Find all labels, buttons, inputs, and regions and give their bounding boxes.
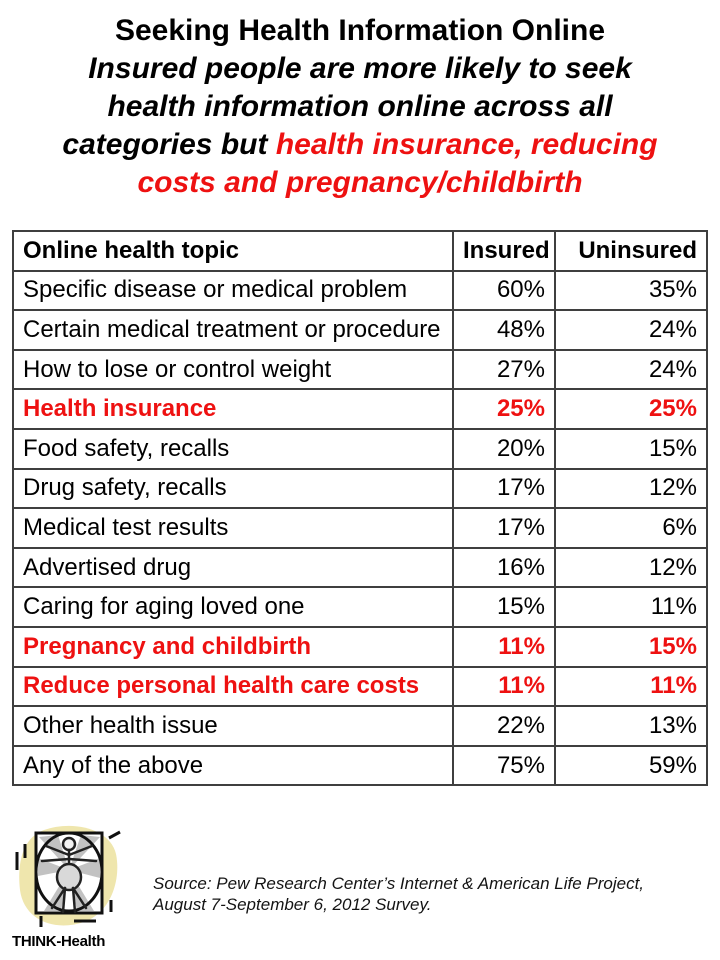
table-row — [13, 706, 707, 746]
table-row — [13, 508, 707, 548]
uninsured-cell: 6% — [555, 508, 707, 548]
topic-cell: Caring for aging loved one — [13, 587, 453, 627]
uninsured-cell: 12% — [555, 548, 707, 588]
topic-cell: Other health issue — [13, 706, 453, 746]
uninsured-cell: 11% — [555, 667, 707, 707]
col-header-topic: Online health topic — [13, 231, 453, 271]
insured-cell: 22% — [453, 706, 555, 746]
source-line-1: Source: Pew Research Center’s Internet & American Life Project, — [153, 874, 645, 893]
table-row — [13, 469, 707, 509]
vitruvian-man-icon — [10, 824, 132, 930]
topic-cell: Food safety, recalls — [13, 429, 453, 469]
subtitle-line-4: costs and pregnancy/childbirth — [137, 166, 583, 199]
think-health-logo — [10, 824, 138, 950]
col-header-insured: Insured — [453, 231, 555, 271]
source-text — [153, 873, 644, 915]
topic-cell: Medical test results — [13, 508, 453, 548]
table-header-row — [13, 231, 707, 271]
insured-cell: 15% — [453, 587, 555, 627]
insured-cell: 16% — [453, 548, 555, 588]
insured-cell: 75% — [453, 746, 555, 786]
uninsured-cell: 24% — [555, 310, 707, 350]
table-row — [13, 389, 707, 429]
page-subtitle — [0, 50, 720, 202]
insured-cell: 25% — [453, 389, 555, 429]
subtitle-line-1: Insured people are more likely to seek — [88, 52, 632, 85]
insured-cell: 17% — [453, 508, 555, 548]
uninsured-cell: 59% — [555, 746, 707, 786]
topic-cell: Drug safety, recalls — [13, 469, 453, 509]
title-block — [0, 12, 720, 202]
topic-cell: Advertised drug — [13, 548, 453, 588]
insured-cell: 60% — [453, 271, 555, 311]
uninsured-cell: 12% — [555, 469, 707, 509]
table-row — [13, 271, 707, 311]
health-topics-table — [12, 230, 708, 786]
uninsured-cell: 35% — [555, 271, 707, 311]
insured-cell: 27% — [453, 350, 555, 390]
logo-label: THINK-Health — [12, 933, 106, 950]
table-row — [13, 627, 707, 667]
insured-cell: 48% — [453, 310, 555, 350]
topic-cell: Specific disease or medical problem — [13, 271, 453, 311]
source-line-2: August 7-September 6, 2012 Survey. — [153, 895, 432, 914]
uninsured-cell: 25% — [555, 389, 707, 429]
uninsured-cell: 15% — [555, 429, 707, 469]
topic-cell: Any of the above — [13, 746, 453, 786]
uninsured-cell: 13% — [555, 706, 707, 746]
uninsured-cell: 15% — [555, 627, 707, 667]
subtitle-line-3 — [0, 126, 720, 164]
subtitle-line-3-black: categories but — [62, 128, 276, 161]
table-row — [13, 429, 707, 469]
subtitle-line-3-red: health insurance, reducing — [275, 128, 658, 161]
subtitle-line-2: health information online across all — [107, 90, 613, 123]
table-row — [13, 310, 707, 350]
insured-cell: 20% — [453, 429, 555, 469]
insured-cell: 11% — [453, 627, 555, 667]
topic-cell: Pregnancy and childbirth — [13, 627, 453, 667]
page-title: Seeking Health Information Online — [114, 14, 606, 47]
table-row — [13, 350, 707, 390]
insured-cell: 11% — [453, 667, 555, 707]
insured-cell: 17% — [453, 469, 555, 509]
table-row — [13, 667, 707, 707]
topic-cell: Certain medical treatment or procedure — [13, 310, 453, 350]
topic-cell: Health insurance — [13, 389, 453, 429]
topic-cell: How to lose or control weight — [13, 350, 453, 390]
table-row — [13, 587, 707, 627]
table-row — [13, 746, 707, 786]
uninsured-cell: 24% — [555, 350, 707, 390]
table-row — [13, 548, 707, 588]
uninsured-cell: 11% — [555, 587, 707, 627]
topic-cell: Reduce personal health care costs — [13, 667, 453, 707]
col-header-uninsured: Uninsured — [555, 231, 707, 271]
